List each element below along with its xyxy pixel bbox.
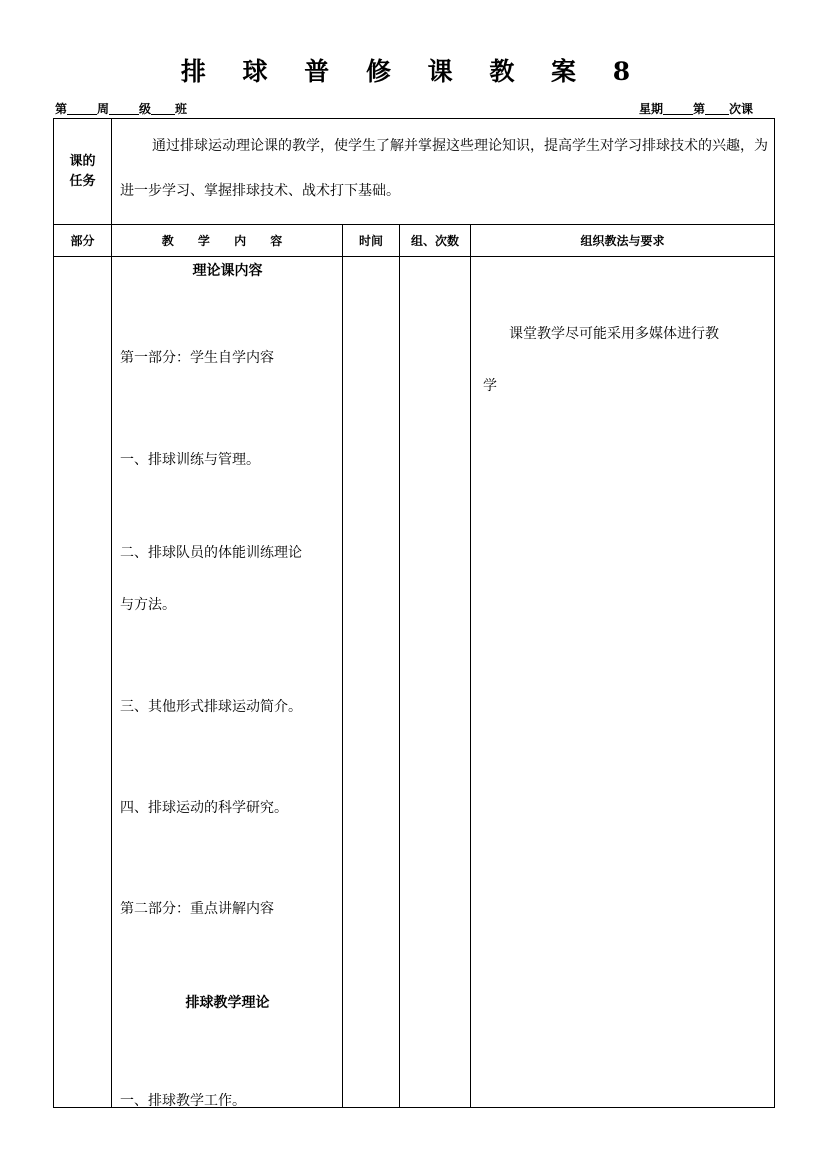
- groups-cell: [400, 257, 471, 1108]
- class-info: [55, 100, 187, 117]
- method-cell: [471, 257, 775, 1108]
- week-prefix: 第: [55, 102, 68, 116]
- header-part: 部分: [54, 225, 112, 257]
- item5-text: 一、排球教学工作。: [120, 1093, 246, 1109]
- content-subheading: 排球教学理论: [185, 995, 270, 1011]
- header-method: 组织教法与要求: [471, 225, 775, 257]
- method-text-line2: 学: [483, 378, 497, 394]
- page-title: 排 球 普 修 课 教 案 8: [180, 57, 645, 86]
- week-suffix: 周: [97, 102, 110, 116]
- time-cell: [343, 257, 400, 1108]
- lesson-blank: [705, 102, 729, 115]
- week-blank: [67, 102, 97, 115]
- header-time: 时间: [343, 225, 400, 257]
- body-row: [54, 257, 775, 1108]
- header-groups: 组、次数: [400, 225, 471, 257]
- weekday-blank: [663, 102, 693, 115]
- method-text-line1: 课堂教学尽可能采用多媒体进行教: [509, 326, 719, 342]
- class-blank: [151, 102, 175, 115]
- content-heading: 理论课内容: [192, 263, 263, 279]
- class-label: 班: [175, 102, 188, 116]
- grade-blank: [109, 102, 139, 115]
- weekday-label: 星期: [638, 102, 663, 116]
- task-text: 通过排球运动理论课的教学，使学生了解并掌握这些理论知识，提高学生对学习排球技术的兴趣，为进一步学习、掌握排球技术、战术打下基础。: [112, 119, 775, 225]
- header-content: 教 学 内 容: [112, 225, 343, 257]
- nth-label: 第: [692, 102, 705, 116]
- task-row: [54, 119, 775, 225]
- content-cell: [112, 257, 343, 1108]
- part-cell: [54, 257, 112, 1108]
- grade-label: 级: [139, 102, 152, 116]
- item4-text: 四、排球运动的科学研究。: [120, 800, 288, 816]
- task-label: 课的 任务: [54, 119, 112, 225]
- item2-text-b: 与方法。: [120, 597, 176, 613]
- part2-text: 第二部分：重点讲解内容: [120, 901, 274, 917]
- lesson-plan-table: [53, 118, 775, 1108]
- item1-text: 一、排球训练与管理。: [120, 452, 260, 468]
- lesson-label: 次课: [728, 102, 753, 116]
- item2-text-a: 二、排球队员的体能训练理论: [120, 545, 302, 561]
- lesson-info: [639, 100, 753, 117]
- item3-text: 三、其他形式排球运动简介。: [120, 699, 302, 715]
- header-row: [54, 225, 775, 257]
- part1-text: 第一部分：学生自学内容: [120, 350, 274, 366]
